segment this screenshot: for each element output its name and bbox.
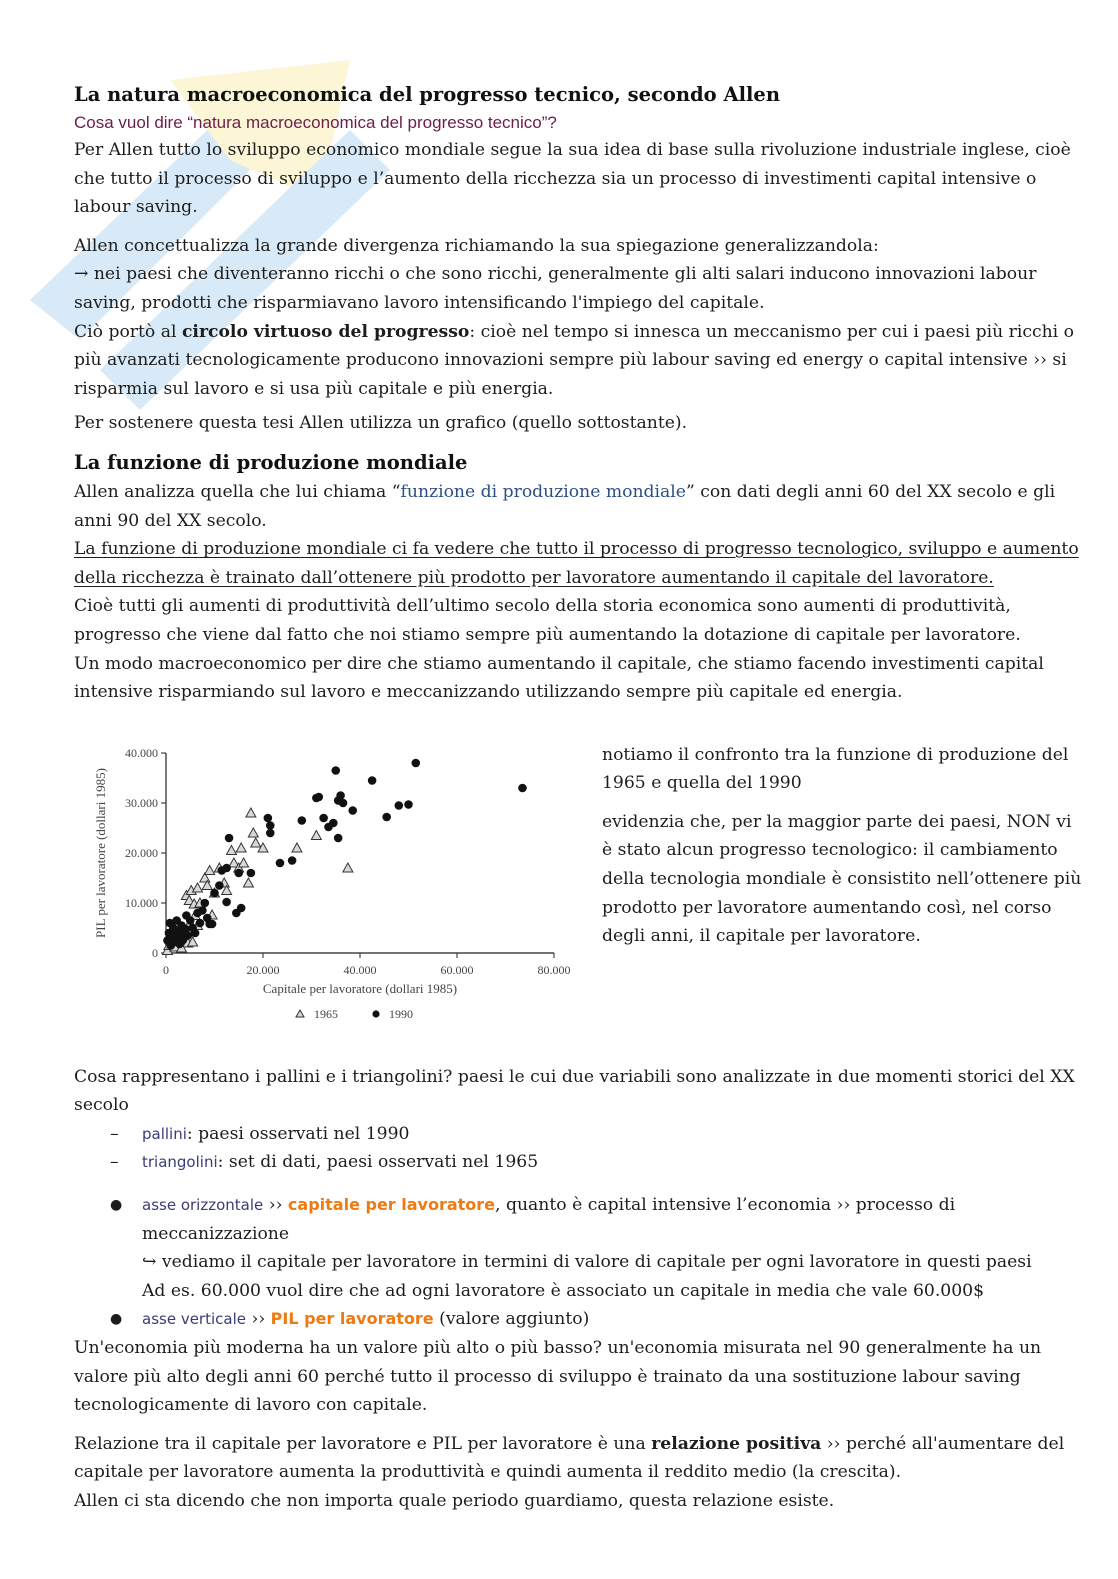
y-tick-label: 10.000 [125, 895, 158, 910]
data-point-1990 [348, 806, 357, 815]
highlight-term: capitale per lavoratore [287, 1195, 496, 1215]
paragraph: evidenzia che, per la maggior parte dei paesi, NON vi è stato alcun progresso tecnologico: il cambiamento della tecnologia mondiale è consistito nell’ottenere più prodotto per lavoratore aumentando così, nel corso degli anni, il capitale per lavoratore. [602, 811, 1082, 947]
dash-marker: – [110, 1123, 119, 1144]
highlight-term: PIL per lavoratore [270, 1309, 434, 1329]
data-point-1990 [186, 916, 195, 925]
data-point-1990 [210, 888, 219, 897]
data-point-1990 [319, 813, 328, 822]
y-axis-label: PIL per lavoratore (dollari 1985) [93, 767, 108, 938]
data-point-1965 [311, 830, 321, 839]
bullet-icon: ● [110, 1311, 123, 1328]
data-point-1990 [336, 791, 345, 800]
data-point-1990 [276, 858, 285, 867]
data-point-1965 [248, 828, 258, 837]
data-point-1990 [331, 766, 340, 775]
data-point-1990 [225, 833, 234, 842]
subheading-question: Cosa vuol dire “natura macroeconomica del progresso tecnico”? [74, 113, 557, 132]
list-item: – triangolini: set di dati, paesi osservati nel 1965 [110, 1148, 1084, 1177]
x-axis-label: Capitale per lavoratore (dollari 1985) [262, 980, 458, 996]
paragraph-arrow: → nei paesi che diventeranno ricchi o che sono ricchi, generalmente gli alti salari inducono innovazioni labour saving, prodotti che risparmiavano lavoro intensificando l'impiego del capitale. [74, 264, 1037, 313]
data-point-1965 [193, 883, 203, 892]
dash-marker: – [110, 1152, 119, 1173]
x-tick-label: 60.000 [440, 962, 474, 977]
paragraph-question: Cosa rappresentano i pallini e i triangolini? paesi le cui due variabili sono analizzate in due momenti storici del XX secolo [74, 1066, 1075, 1116]
data-point-1990 [191, 928, 200, 937]
paragraph: Cioè tutti gli aumenti di produttività dell’ultimo secolo della storia economica sono aumenti di produttività, progresso che viene dal fatto che noi stiamo sempre più aumentando la dotazione di capitale per lavoratore. [74, 596, 1021, 645]
figure-commentary [602, 741, 1082, 1041]
paragraph: notiamo il confronto tra la funzione di produzione del 1965 e quella del 1990 [602, 744, 1069, 794]
paragraph: Un modo macroeconomico per dire che stiamo aumentando il capitale, che stiamo facendo investimenti capital intensive risparmiando sul lavoro e meccanizzando utilizzando sempre più capitale ed energia. [74, 653, 1044, 703]
y-tick-label: 0 [152, 945, 158, 960]
data-point-1990 [395, 801, 404, 810]
highlight-term-link: funzione di produzione mondiale [400, 481, 686, 502]
sub-line: Ad es. 60.000 vuol dire che ad ogni lavoratore è associato un capitale in media che vale 60.000$ [142, 1280, 985, 1301]
y-tick-label: 40.000 [125, 745, 158, 760]
legend-marker-1990 [372, 1010, 379, 1017]
paragraph: Per Allen tutto lo sviluppo economico mondiale segue la sua idea di base sulla rivoluzione industriale inglese, cioè che tutto il processo di sviluppo e l’aumento della ricchezza sia un processo di investimenti capital intensive o labour saving. [74, 140, 1071, 218]
data-point-1990 [404, 800, 413, 809]
paragraph: Allen ci sta dicendo che non importa quale periodo guardiamo, questa relazione esiste. [74, 1491, 835, 1511]
data-point-1990 [208, 919, 217, 928]
data-point-1965 [343, 863, 353, 872]
legend-label-1965: 1965 [314, 1006, 338, 1021]
list-item-asse-verticale: ● asse verticale ›› PIL per lavoratore (valore aggiunto) [110, 1305, 1084, 1334]
data-point-1990 [222, 863, 231, 872]
list-item-asse-orizzontale: ● asse orizzontale ›› capitale per lavoratore, quanto è capital intensive l’economia ›› processo di meccanizzazione ↪ vediamo il capitale per lavoratore in termini di valore di capitale per ogni lavoratore in questi paesi Ad es. 60.000 vuol dire che ad ogni lavoratore è associato un capitale in media che vale 60.000$ [110, 1191, 1084, 1305]
data-point-1965 [236, 843, 246, 852]
x-tick-label: 40.000 [343, 962, 377, 977]
data-point-1990 [266, 821, 275, 830]
paragraph-link: Allen analizza quella che lui chiama “funzione di produzione mondiale” con dati degli anni 60 del XX secolo e gli anni 90 del XX secolo. [74, 481, 1056, 531]
scatter-chart [74, 741, 600, 1041]
list-item: – pallini: paesi osservati nel 1990 [110, 1120, 1084, 1149]
data-point-1990 [196, 918, 205, 927]
data-point-1990 [247, 868, 256, 877]
bullet-icon: ● [110, 1197, 123, 1214]
paragraph: Allen concettualizza la grande divergenza richiamando la sua spiegazione generalizzandola: [74, 235, 879, 256]
data-point-1990 [201, 898, 210, 907]
document-page [74, 80, 1084, 1516]
paragraph-underlined: La funzione di produzione mondiale ci fa vedere che tutto il processo di progresso tecnologico, sviluppo e aumento della ricchezza è trainato dall’ottenere più prodotto per lavoratore aumentando il capitale del lavoratore. [74, 539, 1079, 588]
data-point-1990 [234, 868, 243, 877]
data-point-1990 [237, 903, 246, 912]
x-tick-label: 0 [163, 962, 169, 977]
paragraph: Per sostenere questa tesi Allen utilizza un grafico (quello sottostante). [74, 413, 688, 434]
paragraph-relazione: Relazione tra il capitale per lavoratore e PIL per lavoratore è una relazione positiva ›› perché all'aumentare del capitale per lavoratore aumenta la produttività e quindi aumenta il reddito medio (la crescita). [74, 1433, 1065, 1483]
data-point-1990 [368, 776, 377, 785]
dash-list [110, 1120, 1084, 1177]
sub-line: ↪ vediamo il capitale per lavoratore in termini di valore di capitale per ogni lavoratore in questi paesi [142, 1252, 1032, 1273]
paragraph: Un'economia più moderna ha un valore più alto o più basso? un'economia misurata nel 90 generalmente ha un valore più alto degli anni 60 perché tutto il processo di sviluppo è trainato da una sostituzione labour saving tecnologicamente di lavoro con capitale. [74, 1338, 1042, 1416]
legend-label-1990: 1990 [389, 1006, 413, 1021]
section-title-funzione: La funzione di produzione mondiale [74, 450, 468, 474]
data-point-1990 [329, 818, 338, 827]
data-point-1990 [198, 906, 207, 915]
data-point-1965 [292, 843, 302, 852]
data-point-1990 [298, 816, 307, 825]
y-tick-label: 20.000 [125, 845, 158, 860]
data-point-1990 [264, 813, 273, 822]
data-point-1965 [226, 845, 236, 854]
data-point-1990 [222, 897, 231, 906]
legend-marker-1965 [296, 1010, 304, 1017]
data-point-1965 [243, 878, 253, 887]
section-title-natura: La natura macroeconomica del progresso tecnico, secondo Allen [74, 83, 781, 106]
data-point-1990 [382, 812, 391, 821]
data-point-1990 [334, 833, 343, 842]
x-tick-label: 80.000 [537, 962, 571, 977]
data-point-1990 [215, 881, 224, 890]
data-point-1990 [288, 856, 297, 865]
data-point-1990 [266, 828, 275, 837]
bold-term: relazione positiva [651, 1433, 822, 1454]
x-tick-label: 20.000 [246, 962, 280, 977]
data-point-1990 [339, 798, 348, 807]
data-point-1965 [239, 858, 249, 867]
chart-svg [74, 741, 600, 1041]
data-point-1965 [205, 865, 215, 874]
bold-term: circolo virtuoso del progresso [181, 321, 470, 342]
data-point-1965 [251, 838, 261, 847]
data-point-1990 [314, 792, 323, 801]
paragraph-circolo: Ciò portò al circolo virtuoso del progresso: cioè nel tempo si innesca un meccanismo per cui i paesi più ricchi o più avanzati tecnologicamente producono innovazioni sempre più labour saving ed energy o capital intensive ›› si risparmia sul lavoro e si usa più capitale e più energia. [74, 321, 1074, 399]
data-point-1965 [246, 808, 256, 817]
data-point-1990 [411, 758, 420, 767]
data-point-1990 [518, 783, 527, 792]
bullet-list [110, 1191, 1084, 1334]
y-tick-label: 30.000 [125, 795, 158, 810]
